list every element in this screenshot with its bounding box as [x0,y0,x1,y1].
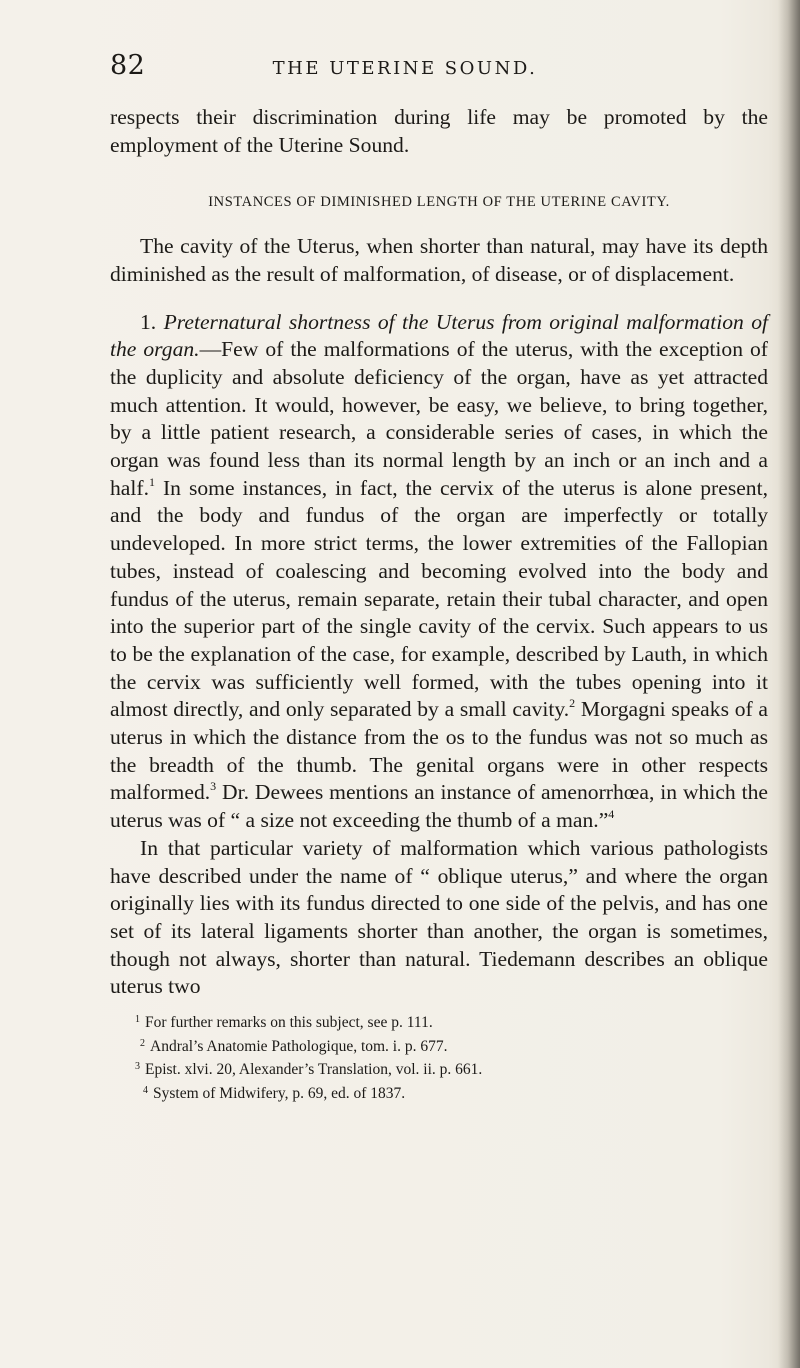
footnote-text: Andral’s Anatomie Pathologique, tom. i. p. 677. [150,1037,448,1055]
footnote-3 [135,1057,755,1081]
footnote-1 [135,1010,755,1034]
footnote-2 [135,1034,755,1058]
footnote-mark: 3 [135,1061,140,1072]
section-heading: INSTANCES OF DIMINISHED LENGTH OF THE UTERINE CAVITY. [208,194,670,211]
paragraph-2-text-a: —Few of the malformations of the uterus, with the exception of the duplicity and absolute deficiency of the organ, have as yet attracted much attention. It would, however, be easy, we believe, to bring together, by a little patient research, a considerable series of cases, in which the organ was found less than its normal length by an inch or an inch and a half. [110,337,768,500]
footnote-text: System of Midwifery, p. 69, ed. of 1837. [153,1084,406,1102]
footnote-mark: 1 [135,1014,140,1025]
running-title: THE UTERINE SOUND. [272,58,538,79]
paragraph-2-title: Preternatural shortness of the Uterus from original malformation of the organ. [110,309,768,362]
paragraph-2-text-b: In some instances, in fact, the cervix of the uterus is alone present, and the body and fundus of the organ are imperfectly or totally undeveloped. In more strict terms, the lower extremities of the Fallopian tubes, instead of coalescing and becoming evolved into the body and fundus of the uterus, remain separate, retain their tubal character, and open into the superior part of the single cavity of the cervix. Such appears to us to be the explanation of the case, for example, described by Lauth, in which the cervix was sufficiently well formed, with the tubes opening into it almost directly, and only separated by a small cavity. [110,475,768,722]
footnote-ref-4: 4 [608,807,615,822]
intro-paragraph: respects their discrimination during life may be promoted by the employment of the Uterine Sound. [110,105,768,157]
paragraph-2 [110,309,768,835]
paragraph-2-text-c: Morgagni speaks of a uterus in which the distance from the os to the fundus was not so much as the breadth of the thumb. The genital organs were in other respects malformed. [110,697,768,805]
footnote-mark: 2 [140,1037,145,1049]
paragraph-3: In that particular variety of malformation which various pathologists have described under the name of “ oblique uterus,” and where the organ originally lies with its fundus directed to one side of the pelvis, and has one set of its lateral ligaments shorter than another, the organ is sometimes, though not always, shorter than natural. Tiedemann describes an oblique uterus two [110,835,768,999]
page-number: 82 [110,50,146,81]
footnote-ref-3: 3 [210,779,217,794]
footnote-mark: 4 [143,1084,148,1096]
footnotes [135,1010,755,1104]
footnote-ref-2: 2 [569,696,576,711]
footnote-text: Epist. xlvi. 20, Alexander’s Translation, vol. ii. p. 661. [145,1061,483,1078]
footnote-4 [135,1081,755,1105]
body-text [110,104,768,1001]
paragraph-2-number: 1. [140,309,157,334]
footnote-ref-1: 1 [148,474,155,489]
page-edge-shadow [778,0,800,1368]
footnote-text: For further remarks on this subject, see p. 111. [145,1014,433,1031]
paragraph-1: The cavity of the Uterus, when shorter than natural, may have its depth diminished as the result of malformation, of disease, or of displacement. [110,234,768,286]
paragraph-2-text-d: Dr. Dewees mentions an instance of amenorrhœa, in which the uterus was of “ a size not exceeding the thumb of a man.” [110,780,768,833]
